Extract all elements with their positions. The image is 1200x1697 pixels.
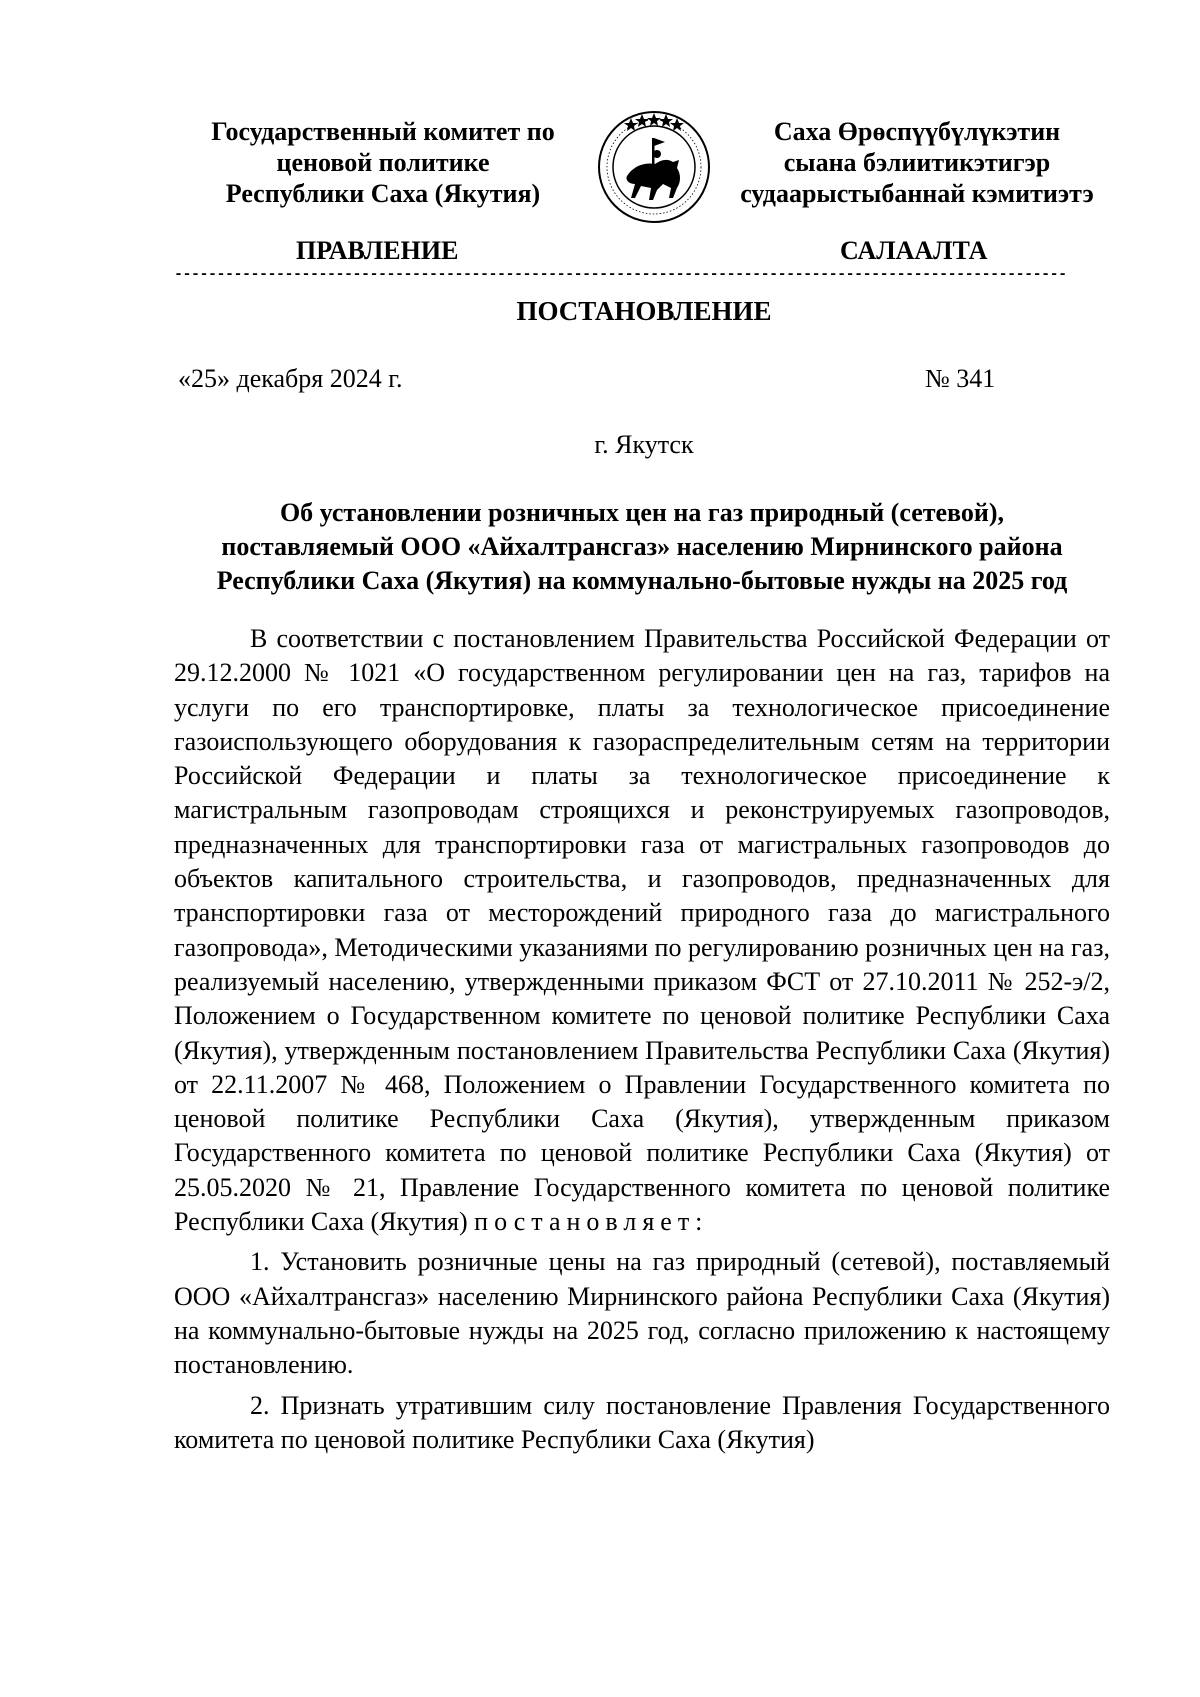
header-separator: --------------------------------------------------------------------------------------------------------- [174,266,1067,283]
header-left-line: ценовой политике [276,148,490,177]
board-label-yakut: САЛААЛТА [840,236,988,265]
document-title [174,496,1110,598]
document-title-line: Республики Саха (Якутия) на коммунально-бытовые нужды на 2025 год [216,566,1068,595]
document-type-heading: ПОСТАНОВЛЕНИЕ [516,296,772,326]
sakha-republic-coat-of-arms-icon [597,110,711,224]
clause-2-paragraph: 2. Признать утратившим силу постановление Правления Государственного комитета по ценовой политике Республики Саха (Якутия) [174,1390,1110,1454]
document-title-line: Об установлении розничных цен на газ природный (сетевой), [279,498,1005,527]
preamble-paragraph [174,622,1110,1239]
header-left-org-name [188,116,578,209]
clause-1-paragraph: 1. Установить розничные цены на газ природный (сетевой), поставляемый ООО «Айхалтрансгаз» населению Мирнинского района Республики Саха (Якутия) на коммунально-бытовые нужды на 2025 год, согласно приложению к настоящему постановлению. [174,1247,1110,1380]
header-right-line: Саха Өрөспүүбүлүкэтин [773,117,1061,146]
header-right-org-name [722,116,1112,209]
header-right-line: сыана бэлиитикэтигэр [783,148,1051,177]
header-left-line: Государственный комитет по [211,117,555,146]
document-title-line: поставляемый ООО «Айхалтрансгаз» населению Мирнинского района [221,532,1063,561]
board-label-russian: ПРАВЛЕНИЕ [296,236,459,265]
resolution-verb: постановляет: [474,1207,709,1237]
document-body [174,622,1110,1463]
preamble-text: В соответствии с постановлением Правительства Российской Федерации от 29.12.2000 № 1021 «О государственном регулировании цен на газ, тарифов на услуги по его транспортировке, платы за технологическое присоединение газоиспользующего оборудования к газораспределительным сетям на территории Российской Федерации и платы за технологическое присоединение к магистральным газопроводам строящихся и реконструируемых газопроводов, предназначенных для транспортировки газа от магистральных газопроводов до объектов капитального строительства, и газопроводов, предназначенных для транспортировки газа от месторождений природного газа до магистрального газопровода», Методическими указаниями по регулированию розничных цен на газ, реализуемый населению, утвержденными приказом ФСТ от 27.10.2011 № 252-э/2, Положением о Государственном комитете по ценовой политике Республики Саха (Якутия), утвержденным постановлением Правительства Республики Саха (Якутия) от 22.11.2007 № 468, Положением о Правлении Государственного комитета по ценовой политике Республики Саха (Якутия), утвержденным приказом Государственного комитета по ценовой политике Республики Саха (Якутия) от 25.05.2020 № 21, Правление Государственного комитета по ценовой политике Республики Саха (Якутия) [174,624,1110,1237]
header-left-line: Республики Саха (Якутия) [225,179,541,208]
document-city: г. Якутск [594,430,694,459]
document-date: «25» декабря 2024 г. [178,364,403,393]
header-right-line: судаарыстыбаннай кэмитиэтэ [740,179,1094,208]
document-number: № 341 [925,364,996,393]
